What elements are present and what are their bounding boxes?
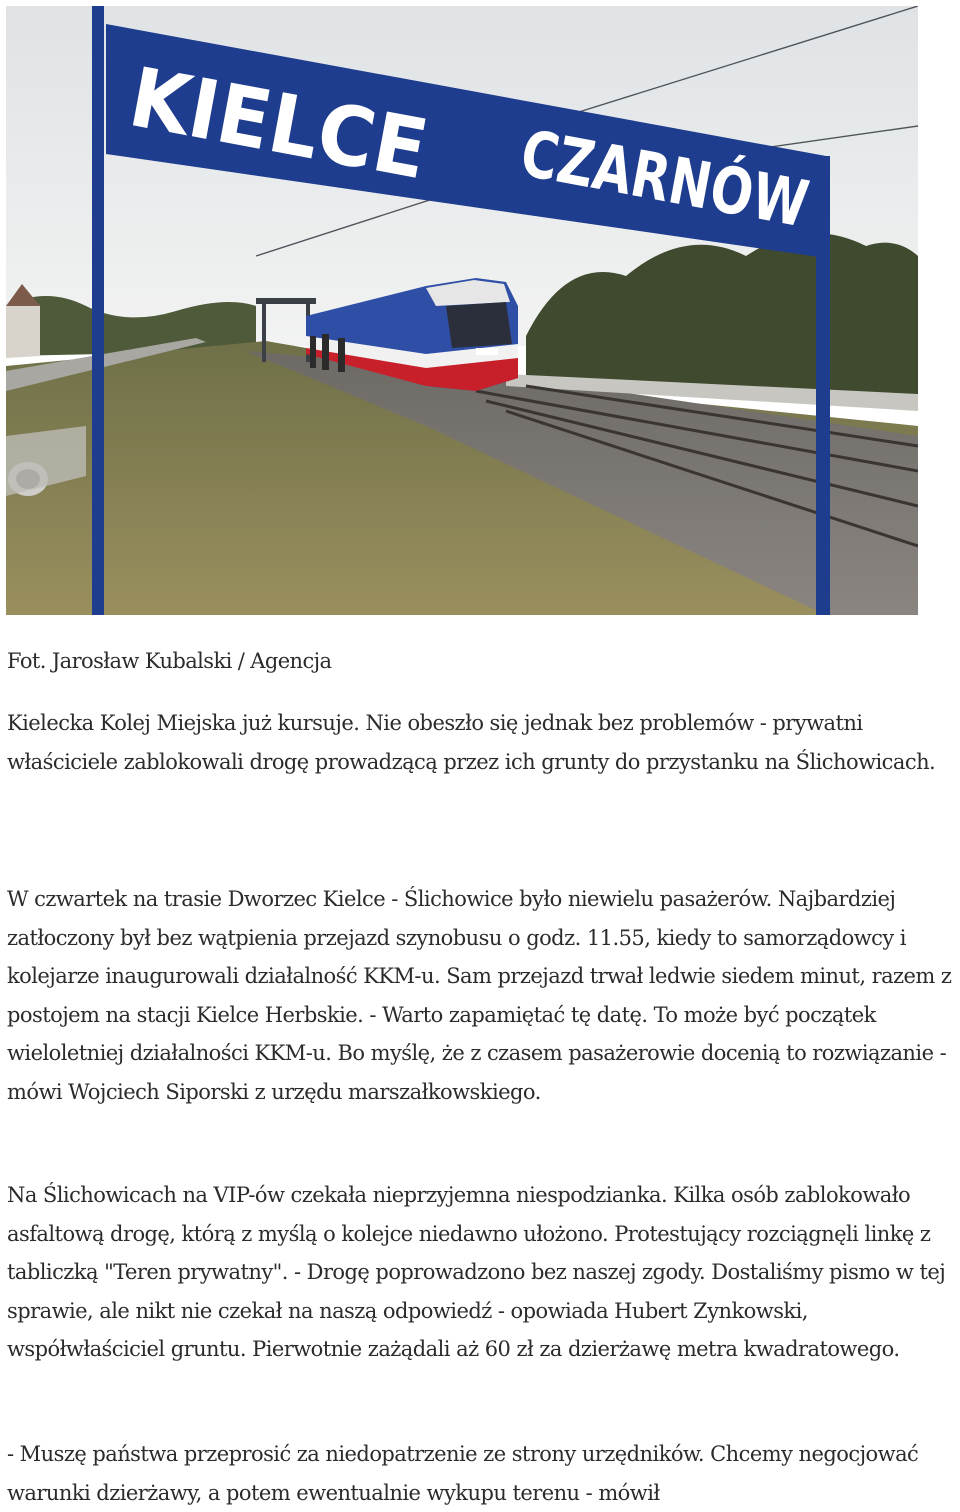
article-paragraph-4: - Muszę państwa przeprosić za niedopatrzenie ze strony urzędników. Chcemy negocjować warunki dzierżawy, a potem ewentualnie wykupu terenu - mówił xyxy=(7,1442,919,1505)
sign-post-left xyxy=(92,6,104,615)
shelter-roof xyxy=(256,298,316,304)
article-paragraph-2: W czwartek na trasie Dworzec Kielce - Ślichowice było niewielu pasażerów. Najbardziej zatłoczony był bez wątpienia przejazd szynobusu o godz. 11.55, kiedy to samorządowcy i kolejarze inaugurowali działalność KKM-u. Sam przejazd trwał ledwie siedem minut, razem z postojem na stacji Kielce Herbskie. - Warto zapamiętać tę datę. To może być początek wieloletniej działalności KKM-u. Bo myślę, że z czasem pasażerowie docenią to rozwiązanie - mówi Wojciech Siporski z urzędu marszałkowskiego. xyxy=(7,887,952,1104)
sign-text-line1: KIELCE xyxy=(122,50,453,202)
people xyxy=(310,334,345,372)
photo-caption: Fot. Jarosław Kubalski / Agencja xyxy=(7,649,332,673)
article-paragraph-1: Kielecka Kolej Miejska już kursuje. Nie obeszło się jednak bez problemów - prywatni właściciele zablokowali drogę prowadzącą przez ich grunty do przystanku na Ślichowicach. xyxy=(7,711,936,774)
sign-text-line2: CZARNÓW xyxy=(515,116,894,258)
article-photo xyxy=(6,6,918,615)
article-paragraph-3: Na Ślichowicach na VIP-ów czekała nieprzyjemna niespodzianka. Kilka osób zablokowało asfaltową drogę, którą z myślą o kolejce niedawno ułożono. Protestujący rozciągnęli linkę z tabliczką "Teren prywatny". - Drogę poprowadzono bez naszej zgody. Dostaliśmy pismo w tej sprawie, ale nikt nie czekał na naszą odpowiedź - opowiada Hubert Zynkowski, współwłaściciel gruntu. Pierwotnie zażądali aż 60 zł za dzierżawę metra kwadratowego. xyxy=(7,1183,946,1361)
station-photo-svg xyxy=(6,6,918,615)
